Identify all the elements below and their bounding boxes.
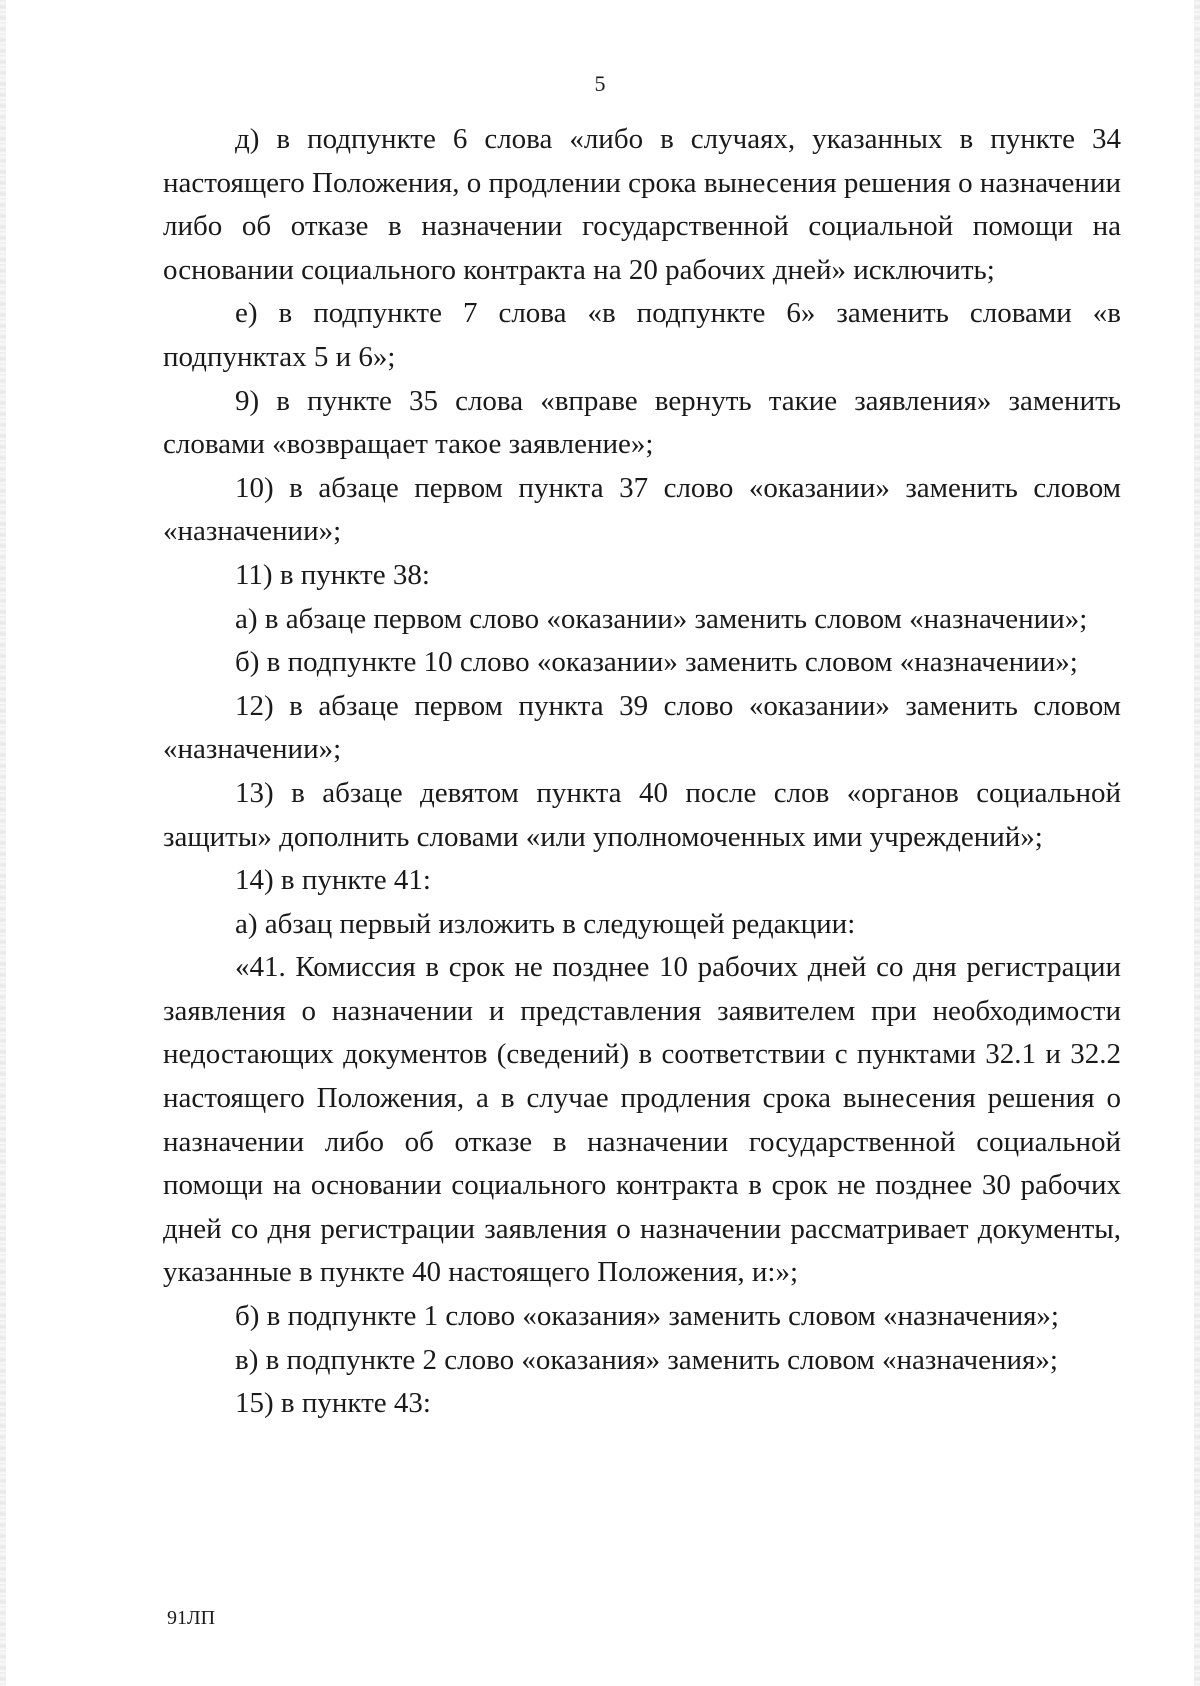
- paragraph-point-15: 15) в пункте 43:: [235, 1387, 431, 1420]
- paragraph-point-14-b: б) в подпункте 1 слово «оказания» заменить словом «назначения»;: [235, 1300, 1059, 1333]
- document-code: 91ЛП: [167, 1607, 216, 1629]
- page-number: 5: [594, 71, 606, 96]
- paragraph-point-9: 9) в пункте 35 слова «вправе вернуть такие заявления» заменить словами «возвращает такое заявление»;: [163, 384, 1121, 461]
- paragraph-point-14-a: а) абзац первый изложить в следующей редакции:: [235, 907, 856, 940]
- paragraph-item-d: д) в подпункте 6 слова «либо в случаях, указанных в пункте 34 настоящего Положения, о продлении срока вынесения решения о назначении либо об отказе в назначении государственной социальной помощи на основании социального контракта на 20 рабочих дней» исключить;: [163, 123, 1121, 286]
- paragraph-item-e: е) в подпункте 7 слова «в подпункте 6» заменить словами «в подпунктах 5 и 6»;: [163, 297, 1121, 373]
- paragraph-quoted-41: «41. Комиссия в срок не позднее 10 рабочих дней со дня регистрации заявления о назначении и представления заявителем при необходимости недостающих документов (сведений) в соответствии с пунктами 32.1 и 32.2 настоящего Положения, а в случае продления срока вынесения решения о назначении либо об отказе в назначении государственной социальной помощи на основании социального контракта в срок не позднее 30 рабочих дней со дня регистрации заявления о назначении рассматривает документы, указанные в пункте 40 настоящего Положения, и:»;: [163, 951, 1121, 1289]
- scan-edge-right: [1194, 0, 1200, 1686]
- paragraph-point-12: 12) в абзаце первом пункта 39 слово «оказании» заменить словом «назначении»;: [163, 689, 1121, 766]
- document-body: [163, 118, 1121, 1426]
- paragraph-point-10: 10) в абзаце первом пункта 37 слово «оказании» заменить словом «назначении»;: [163, 471, 1121, 548]
- paragraph-point-11-a: а) в абзаце первом слово «оказании» заменить словом «назначении»;: [235, 602, 1088, 635]
- paragraph-point-11: 11) в пункте 38:: [235, 558, 430, 591]
- paragraph-point-13: 13) в абзаце девятом пункта 40 после слов «органов социальной защиты» дополнить словами «или уполномоченных ими учреждений»;: [163, 776, 1121, 853]
- paragraph-point-14: 14) в пункте 41:: [235, 864, 431, 897]
- paragraph-point-11-b: б) в подпункте 10 слово «оказании» заменить словом «назначении»;: [235, 646, 1078, 679]
- paragraph-point-14-v: в) в подпункте 2 слово «оказания» заменить словом «назначения»;: [235, 1343, 1058, 1376]
- scan-edge-left: [0, 0, 6, 1686]
